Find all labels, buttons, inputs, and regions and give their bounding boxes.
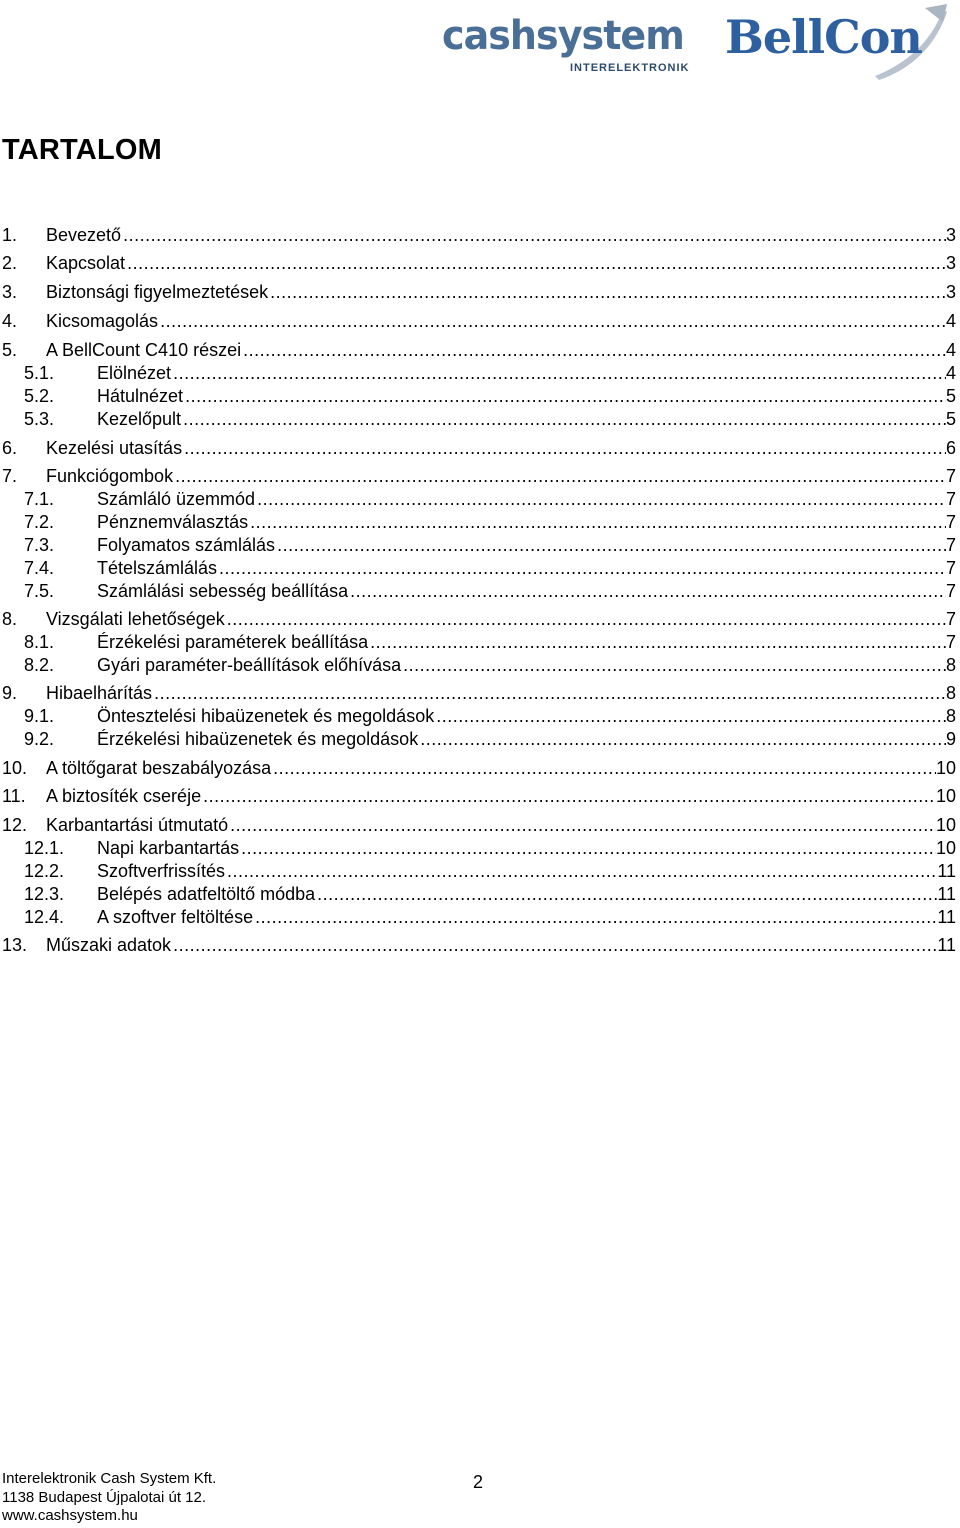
toc-entry-number: 10. (2, 758, 28, 778)
toc-entry[interactable] (0, 681, 960, 705)
toc-dot-leader (217, 556, 946, 580)
toc-entry-number: 12.4. (24, 907, 65, 927)
toc-entry-page: 7 (945, 512, 956, 532)
cashsystem-logo-text: cashsystem (442, 13, 684, 59)
toc-entry-number: 6. (2, 438, 18, 458)
toc-entry-page: 4 (945, 311, 956, 331)
toc-dot-leader (368, 630, 946, 654)
toc-entry-page: 11 (937, 884, 956, 904)
toc-dot-leader (255, 487, 946, 511)
toc-entry[interactable] (0, 579, 960, 603)
toc-entry-title: Érzékelési paraméterek beállítása (97, 632, 369, 652)
toc-dot-leader (401, 653, 946, 677)
header-logos (0, 0, 960, 90)
toc-entry-number: 5.2. (24, 386, 55, 406)
toc-entry[interactable] (0, 280, 960, 304)
toc-dot-leader (182, 436, 946, 460)
toc-dot-leader (253, 905, 937, 929)
toc-entry-title: Gyári paraméter-beállítások előhívása (97, 655, 402, 675)
toc-entry-number: 9. (2, 683, 18, 703)
toc-entry-title: Hibaelhárítás (46, 683, 153, 703)
page-number: 2 (473, 1472, 484, 1492)
toc-entry-title: Biztonsági figyelmeztetések (46, 282, 269, 302)
toc-entry-number: 12.3. (24, 884, 65, 904)
toc-entry-page: 11 (937, 907, 956, 927)
toc-entry-page: 8 (945, 706, 956, 726)
toc-entry-title: Pénznemválasztás (97, 512, 249, 532)
toc-entry-number: 9.2. (24, 729, 55, 749)
toc-entry-title: A BellCount C410 részei (46, 340, 242, 360)
toc-entry[interactable] (0, 630, 960, 654)
toc-entry[interactable] (0, 933, 960, 957)
toc-dot-leader (315, 882, 937, 906)
toc-dot-leader (271, 756, 936, 780)
toc-dot-leader (125, 251, 946, 275)
toc-entry[interactable] (0, 607, 960, 631)
cashsystem-logo (442, 14, 707, 74)
toc-dot-leader (171, 933, 937, 957)
toc-entry-title: Műszaki adatok (46, 935, 172, 955)
toc-entry-number: 11. (2, 786, 26, 806)
toc-entry-number: 8.2. (24, 655, 55, 675)
toc-entry[interactable] (0, 556, 960, 580)
toc-dot-leader (239, 836, 936, 860)
toc-entry-title: Karbantartási útmutató (46, 815, 229, 835)
toc-entry-title: Elölnézet (97, 363, 172, 383)
toc-entry-title: A szoftver feltöltése (97, 907, 254, 927)
toc-dot-leader (275, 533, 946, 557)
toc-entry-title: Számlálási sebesség beállítása (97, 581, 349, 601)
toc-entry-page: 11 (937, 861, 956, 881)
toc-entry-title: Szoftverfrissítés (97, 861, 226, 881)
toc-entry-page: 3 (945, 225, 956, 245)
toc-entry[interactable] (0, 436, 960, 460)
toc-entry-title: Hátulnézet (97, 386, 184, 406)
toc-dot-leader (228, 813, 936, 837)
bellcon-logo (725, 4, 950, 84)
toc-entry[interactable] (0, 407, 960, 431)
toc-entry-page: 4 (945, 363, 956, 383)
toc-entry-page: 7 (945, 558, 956, 578)
toc-entry[interactable] (0, 309, 960, 333)
toc-entry[interactable] (0, 727, 960, 751)
toc-entry[interactable] (0, 859, 960, 883)
toc-entry-page: 3 (945, 253, 956, 273)
toc-entry-title: Kezelési utasítás (46, 438, 183, 458)
toc-entry-page: 10 (935, 838, 956, 858)
toc-dot-leader (225, 607, 946, 631)
toc-entry[interactable] (0, 338, 960, 362)
toc-entry[interactable] (0, 464, 960, 488)
toc-entry-page: 8 (945, 683, 956, 703)
toc-entry-title: Számláló üzemmód (97, 489, 256, 509)
toc-entry[interactable] (0, 533, 960, 557)
toc-entry-page: 7 (945, 535, 956, 555)
toc-entry-title: Vizsgálati lehetőségek (46, 609, 225, 629)
toc-entry-title: Napi karbantartás (97, 838, 240, 858)
toc-dot-leader (434, 704, 946, 728)
footer-company: Interelektronik Cash System Kft. (2, 1470, 217, 1487)
toc-entry-number: 4. (2, 311, 18, 331)
cashsystem-logo-subtext: INTERELEKTRONIK (570, 62, 690, 74)
toc-entry-title: Érzékelési hibaüzenetek és megoldások (97, 729, 419, 749)
toc-entry-title: Funkciógombok (46, 466, 174, 486)
toc-entry-page: 7 (945, 609, 956, 629)
toc-entry-page: 5 (945, 386, 956, 406)
toc-entry-page: 10 (935, 786, 956, 806)
toc-entry-page: 10 (935, 758, 956, 778)
toc-entry-number: 9.1. (24, 706, 55, 726)
toc-entry-number: 7.1. (24, 489, 55, 509)
toc-entry-page: 8 (945, 655, 956, 675)
toc-dot-leader (268, 280, 946, 304)
toc-entry-number: 3. (2, 282, 18, 302)
toc-dot-leader (248, 510, 946, 534)
toc-dot-leader (121, 223, 946, 247)
toc-entry-title: Bevezető (46, 225, 122, 245)
toc-entry-number: 7.5. (24, 581, 55, 601)
toc-entry-number: 7.3. (24, 535, 55, 555)
toc-entry[interactable] (0, 510, 960, 534)
footer (2, 1470, 216, 1526)
toc-entry-title: Kicsomagolás (46, 311, 159, 331)
toc-entry[interactable] (0, 704, 960, 728)
toc-entry[interactable] (0, 784, 960, 808)
footer-website: www.cashsystem.hu (2, 1507, 138, 1524)
toc-dot-leader (181, 407, 946, 431)
toc-entry-page: 11 (937, 935, 956, 955)
toc-entry[interactable] (0, 813, 960, 837)
toc-entry-number: 8.1. (24, 632, 55, 652)
page-title: TARTALOM (2, 134, 162, 166)
toc-entry[interactable] (0, 882, 960, 906)
toc-entry-number: 7.2. (24, 512, 55, 532)
toc-entry[interactable] (0, 223, 960, 247)
toc-entry-page: 7 (945, 632, 956, 652)
toc-dot-leader (225, 859, 937, 883)
toc-entry-number: 2. (2, 253, 18, 273)
toc-dot-leader (152, 681, 946, 705)
toc-dot-leader (171, 361, 946, 385)
toc-entry[interactable] (0, 487, 960, 511)
toc-entry-number: 7. (2, 466, 18, 486)
toc-entry[interactable] (0, 756, 960, 780)
toc-dot-leader (158, 309, 946, 333)
toc-entry-number: 13. (2, 935, 28, 955)
toc-entry-title: Kezelőpult (97, 409, 182, 429)
toc-entry[interactable] (0, 653, 960, 677)
toc-entry-page: 10 (935, 815, 956, 835)
toc-entry-page: 7 (945, 489, 956, 509)
toc-entry-title: Öntesztelési hibaüzenetek és megoldások (97, 706, 435, 726)
toc-entry-title: Folyamatos számlálás (97, 535, 276, 555)
toc-entry-title: A biztosíték cseréje (46, 786, 202, 806)
toc-entry-page: 4 (945, 340, 956, 360)
toc-entry-number: 5. (2, 340, 18, 360)
toc-entry-page: 3 (945, 282, 956, 302)
toc-entry-number: 7.4. (24, 558, 55, 578)
toc-entry-number: 12.2. (24, 861, 65, 881)
toc-entry[interactable] (0, 361, 960, 385)
toc-entry-page: 5 (945, 409, 956, 429)
toc-entry-number: 5.1. (24, 363, 55, 383)
toc-entry-page: 7 (945, 581, 956, 601)
toc-dot-leader (418, 727, 946, 751)
toc-entry-page: 6 (945, 438, 956, 458)
toc-entry-number: 8. (2, 609, 18, 629)
toc-entry-number: 12. (2, 815, 28, 835)
toc-entry-number: 5.3. (24, 409, 55, 429)
toc-entry[interactable] (0, 251, 960, 275)
toc-entry[interactable] (0, 836, 960, 860)
toc-entry-title: Belépés adatfeltöltő módba (97, 884, 316, 904)
toc-entry-page: 9 (945, 729, 956, 749)
toc-dot-leader (201, 784, 936, 808)
toc-dot-leader (173, 464, 946, 488)
toc-entry-title: A töltőgarat beszabályozása (46, 758, 272, 778)
toc-entry[interactable] (0, 905, 960, 929)
bellcon-logo-text: BellCon (725, 10, 922, 64)
toc-entry[interactable] (0, 384, 960, 408)
toc-entry-title: Kapcsolat (46, 253, 126, 273)
toc-dot-leader (241, 338, 946, 362)
toc-entry-page: 7 (945, 466, 956, 486)
toc-entry-title: Tételszámlálás (97, 558, 218, 578)
toc-dot-leader (183, 384, 946, 408)
toc-entry-number: 1. (2, 225, 18, 245)
toc-dot-leader (348, 579, 946, 603)
footer-address: 1138 Budapest Újpalotai út 12. (2, 1488, 207, 1506)
toc-entry-number: 12.1. (24, 838, 65, 858)
